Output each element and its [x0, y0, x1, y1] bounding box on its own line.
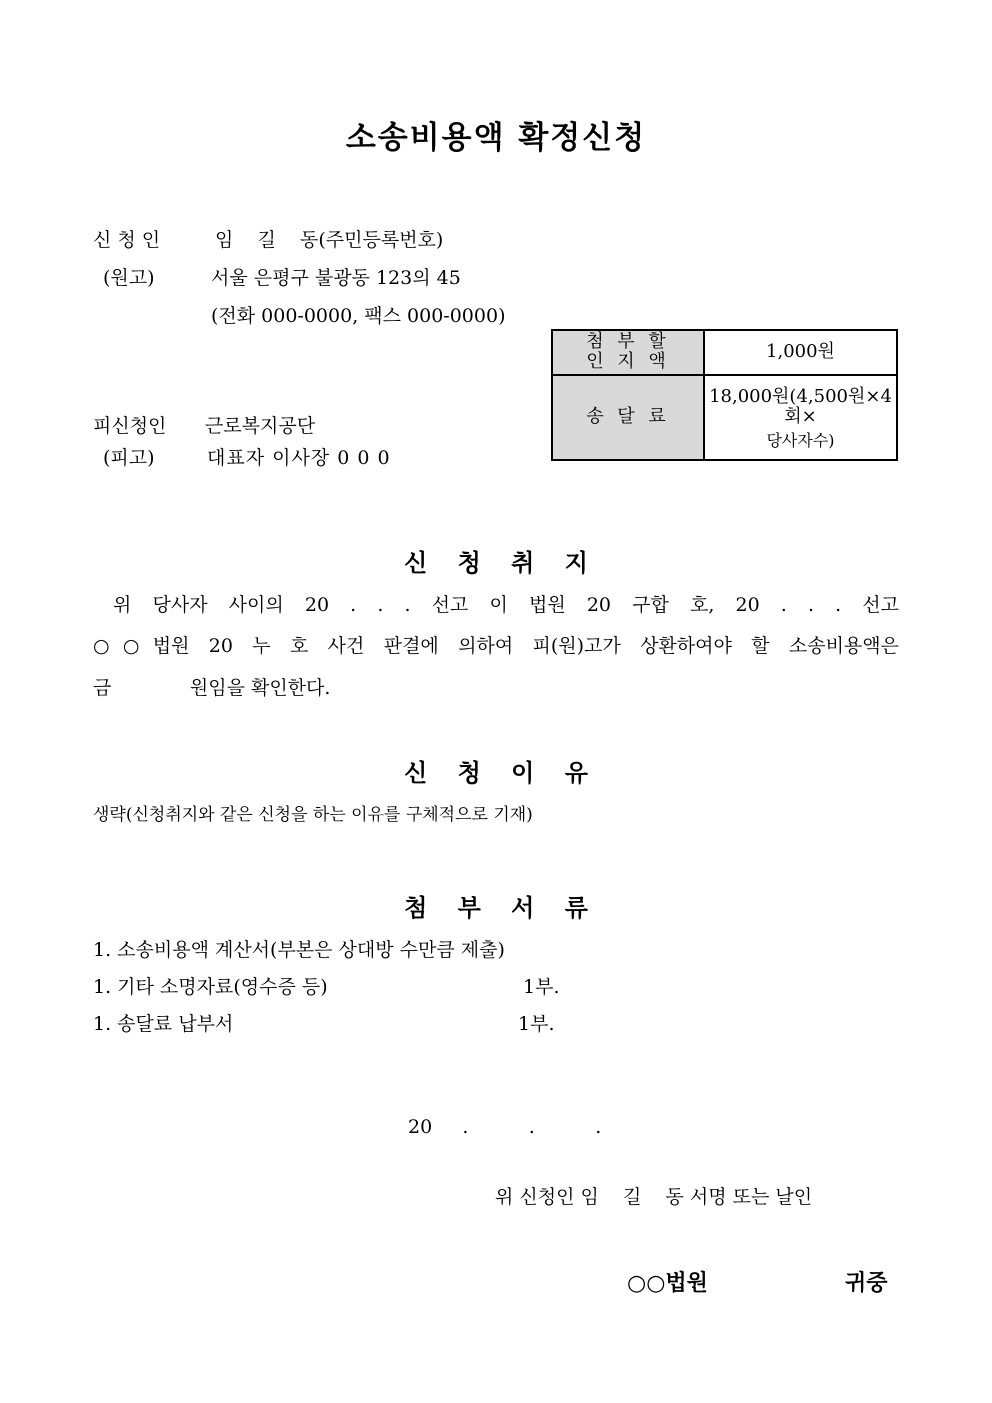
applicant-name: 임 길 동(주민등록번호): [215, 229, 444, 251]
applicant-contact: (전화 000-0000, 팩스 000-0000): [211, 305, 506, 327]
delivery-label: 송 달 료: [552, 375, 704, 460]
attachment-item-2-count: 1부.: [523, 976, 560, 998]
attachment-item-3-count: 1부.: [518, 1013, 555, 1035]
signature-line: 위 신청인 임 길 동 서명 또는 날인: [495, 1186, 813, 1208]
attachment-item-3: 1. 송달료 납부서: [93, 1013, 234, 1035]
addressee: 귀중: [845, 1270, 888, 1296]
reason-heading: 신 청 이 유: [404, 758, 588, 787]
purpose-line-1: 위 당사자 사이의 20 . . . 선고 이 법원 20 구합 호, 20 . . . 선고: [113, 594, 899, 616]
purpose-heading: 신 청 취 지: [404, 548, 588, 577]
delivery-value-line1: 18,000원(4,500원×4회×: [709, 386, 892, 428]
respondent-label: 피신청인: [93, 415, 167, 437]
attachments-heading: 첨 부 서 류: [404, 893, 588, 922]
purpose-line-2: ○○법원 20 누 호 사건 판결에 의하여 피(원)고가 상환하여야 할 소송비용액은: [93, 635, 899, 657]
reason-text: 생략(신청취지와 같은 신청을 하는 이유를 구체적으로 기재): [93, 805, 533, 825]
applicant-label: 신 청 인: [93, 229, 161, 251]
applicant-role: (원고): [103, 267, 155, 289]
document-title: 소송비용액 확정신청: [345, 120, 647, 156]
delivery-value-cell: [704, 375, 897, 460]
stamp-label-line2: 인 지 액: [586, 351, 670, 373]
stamp-value: 1,000원: [704, 330, 897, 375]
respondent-role: (피고): [103, 447, 155, 469]
fee-table: [551, 329, 898, 461]
attachment-item-2: 1. 기타 소명자료(영수증 등): [93, 976, 328, 998]
stamp-label-line1: 첨 부 할: [586, 331, 670, 353]
purpose-line-3: 금 원임을 확인한다.: [93, 677, 331, 699]
respondent-representative: 대표자 이사장 0 0 0: [207, 447, 391, 469]
applicant-address: 서울 은평구 불광동 123의 45: [211, 267, 461, 289]
court-name: ○○법원: [627, 1270, 708, 1296]
stamp-label-cell: [552, 330, 704, 375]
delivery-value-line2: 당사자수): [766, 431, 835, 451]
attachment-item-1: 1. 소송비용액 계산서(부본은 상대방 수만큼 제출): [93, 939, 505, 961]
date-line: 20 . . .: [408, 1116, 602, 1138]
respondent-name: 근로복지공단: [205, 415, 316, 437]
